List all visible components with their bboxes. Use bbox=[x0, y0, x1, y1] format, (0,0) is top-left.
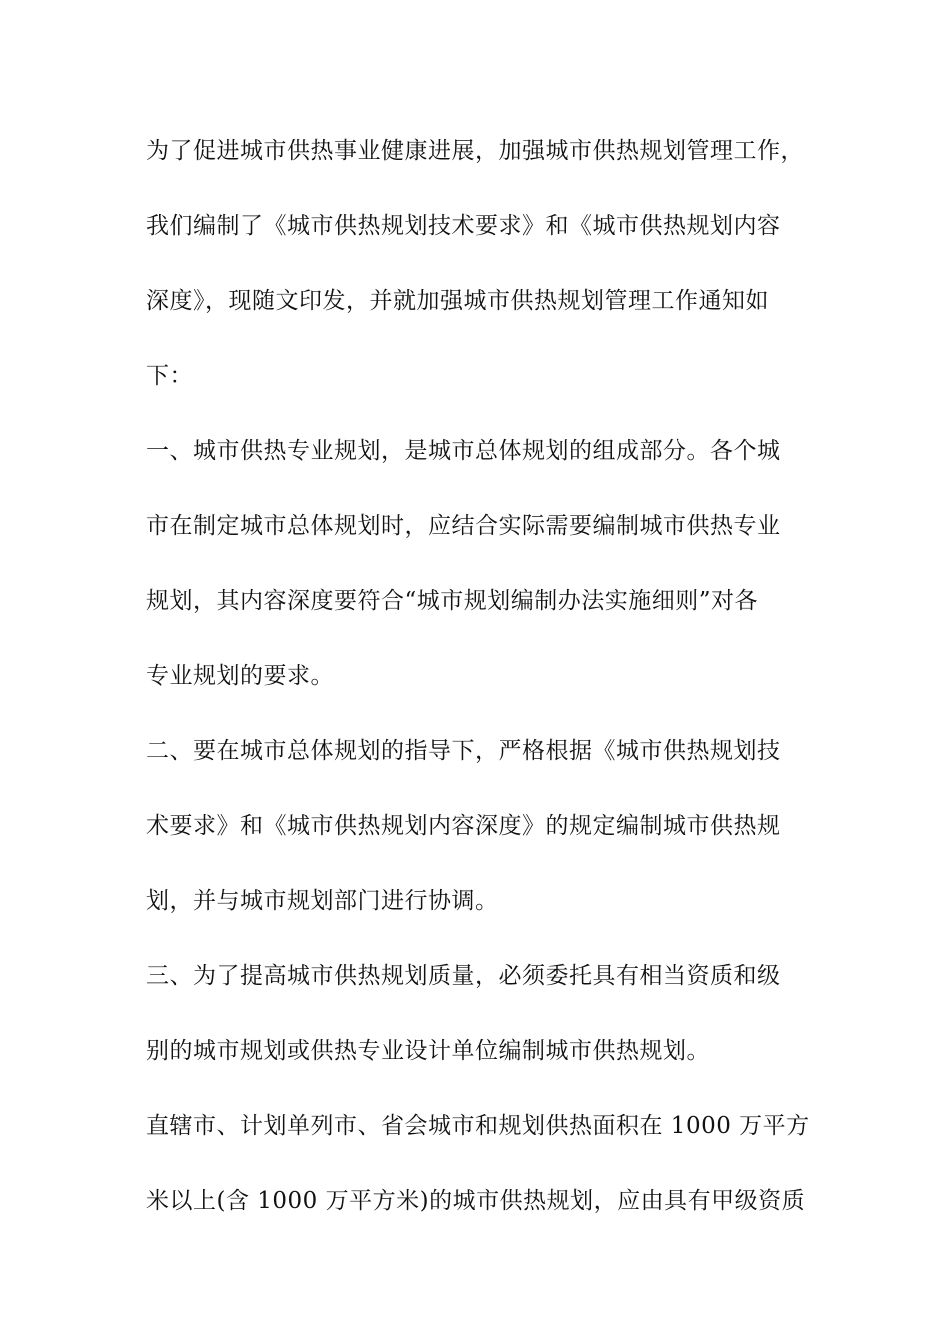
text-line: 米以上(含 1000 万平方米)的城市供热规划，应由具有甲级资质 bbox=[146, 1188, 806, 1214]
text-line: 深度》，现随文印发，并就加强城市供热规划管理工作通知如 bbox=[146, 288, 769, 314]
text-line: 市在制定城市总体规划时，应结合实际需要编制城市供热专业 bbox=[146, 513, 781, 539]
text-line: 我们编制了《城市供热规划技术要求》和《城市供热规划内容 bbox=[146, 213, 781, 239]
text-line: 术要求》和《城市供热规划内容深度》的规定编制城市供热规 bbox=[146, 813, 781, 839]
text-line: 下： bbox=[146, 363, 193, 389]
text-line: 规划，其内容深度要符合“城市规划编制办法实施细则”对各 bbox=[146, 588, 759, 614]
text-line: 专业规划的要求。 bbox=[146, 663, 334, 689]
text-line: 直辖市、计划单列市、省会城市和规划供热面积在 1000 万平方 bbox=[146, 1113, 810, 1139]
text-line: 别的城市规划或供热专业设计单位编制城市供热规划。 bbox=[146, 1038, 710, 1064]
text-line: 划，并与城市规划部门进行协调。 bbox=[146, 888, 499, 914]
text-line: 二、要在城市总体规划的指导下，严格根据《城市供热规划技 bbox=[146, 738, 781, 764]
text-line: 三、为了提高城市供热规划质量，必须委托具有相当资质和级 bbox=[146, 963, 781, 989]
text-line: 一、城市供热专业规划，是城市总体规划的组成部分。各个城 bbox=[146, 438, 781, 464]
text-line: 为了促进城市供热事业健康进展，加强城市供热规划管理工作， bbox=[146, 138, 804, 164]
